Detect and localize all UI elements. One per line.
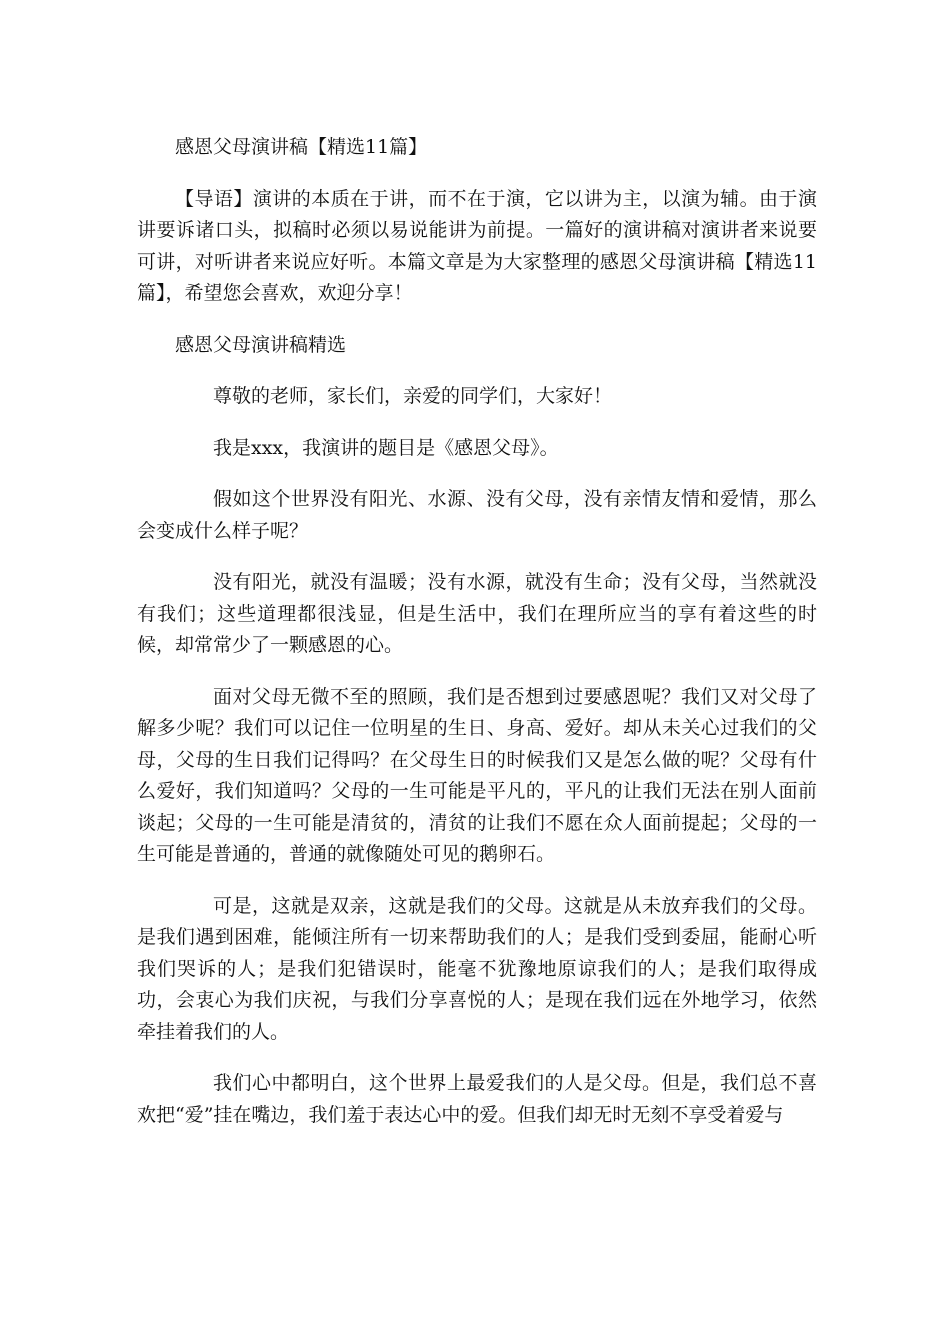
- paragraph-self-intro: 我是xxx，我演讲的题目是《感恩父母》。: [213, 436, 559, 459]
- document-title: 感恩父母演讲稿【精选11篇】: [175, 136, 428, 158]
- paragraph-2: 没有阳光，就没有温暖；没有水源，就没有生命；没有父母，当然就没有我们；这些道理都很浅显，但是生活中，我们在理所应当的享有着这些的时候，却常常少了一颗感恩的心。: [137, 571, 817, 656]
- paragraph-5: 我们心中都明白，这个世界上最爱我们的人是父母。但是，我们总不喜欢把“爱”挂在嘴边，我们羞于表达心中的爱。但我们却无时无刻不享受着爱与: [137, 1072, 817, 1126]
- paragraph-4: 可是，这就是双亲，这就是我们的父母。这就是从未放弃我们的父母。是我们遇到困难，能倾注所有一切来帮助我们的人；是我们受到委屈，能耐心听我们哭诉的人；是我们犯错误时，能毫不犹豫地原谅我们的人；是我们取得成功，会衷心为我们庆祝，与我们分享喜悦的人；是现在我们远在外地学习，依然牵挂着我们的人。: [137, 894, 817, 1043]
- section-heading: 感恩父母演讲稿精选: [175, 333, 347, 356]
- paragraph-1: 假如这个世界没有阳光、水源、没有父母，没有亲情友情和爱情，那么会变成什么样子呢？: [137, 488, 817, 542]
- intro-paragraph: 【导语】演讲的本质在于讲，而不在于演，它以讲为主，以演为辅。由于演讲要诉诸口头，拟稿时必须以易说能讲为前提。一篇好的演讲稿对演讲者来说要可讲，对听讲者来说应好听。本篇文章是为大家整理的感恩父母演讲稿【精选11篇】，希望您会喜欢，欢迎分享！: [137, 187, 817, 304]
- paragraph-greeting: 尊敬的老师，家长们，亲爱的同学们，大家好！: [213, 385, 613, 407]
- document-page: [137, 132, 817, 1131]
- paragraph-3: 面对父母无微不至的照顾，我们是否想到过要感恩呢？我们又对父母了解多少呢？我们可以记住一位明星的生日、身高、爱好。却从未关心过我们的父母，父母的生日我们记得吗？在父母生日的时候我们又是怎么做的呢？父母有什么爱好，我们知道吗？父母的一生可能是平凡的，平凡的让我们无法在别人面前谈起；父母的一生可能是清贫的，清贫的让我们不愿在众人面前提起；父母的一生可能是普通的，普通的就像随处可见的鹅卵石。: [137, 685, 817, 865]
